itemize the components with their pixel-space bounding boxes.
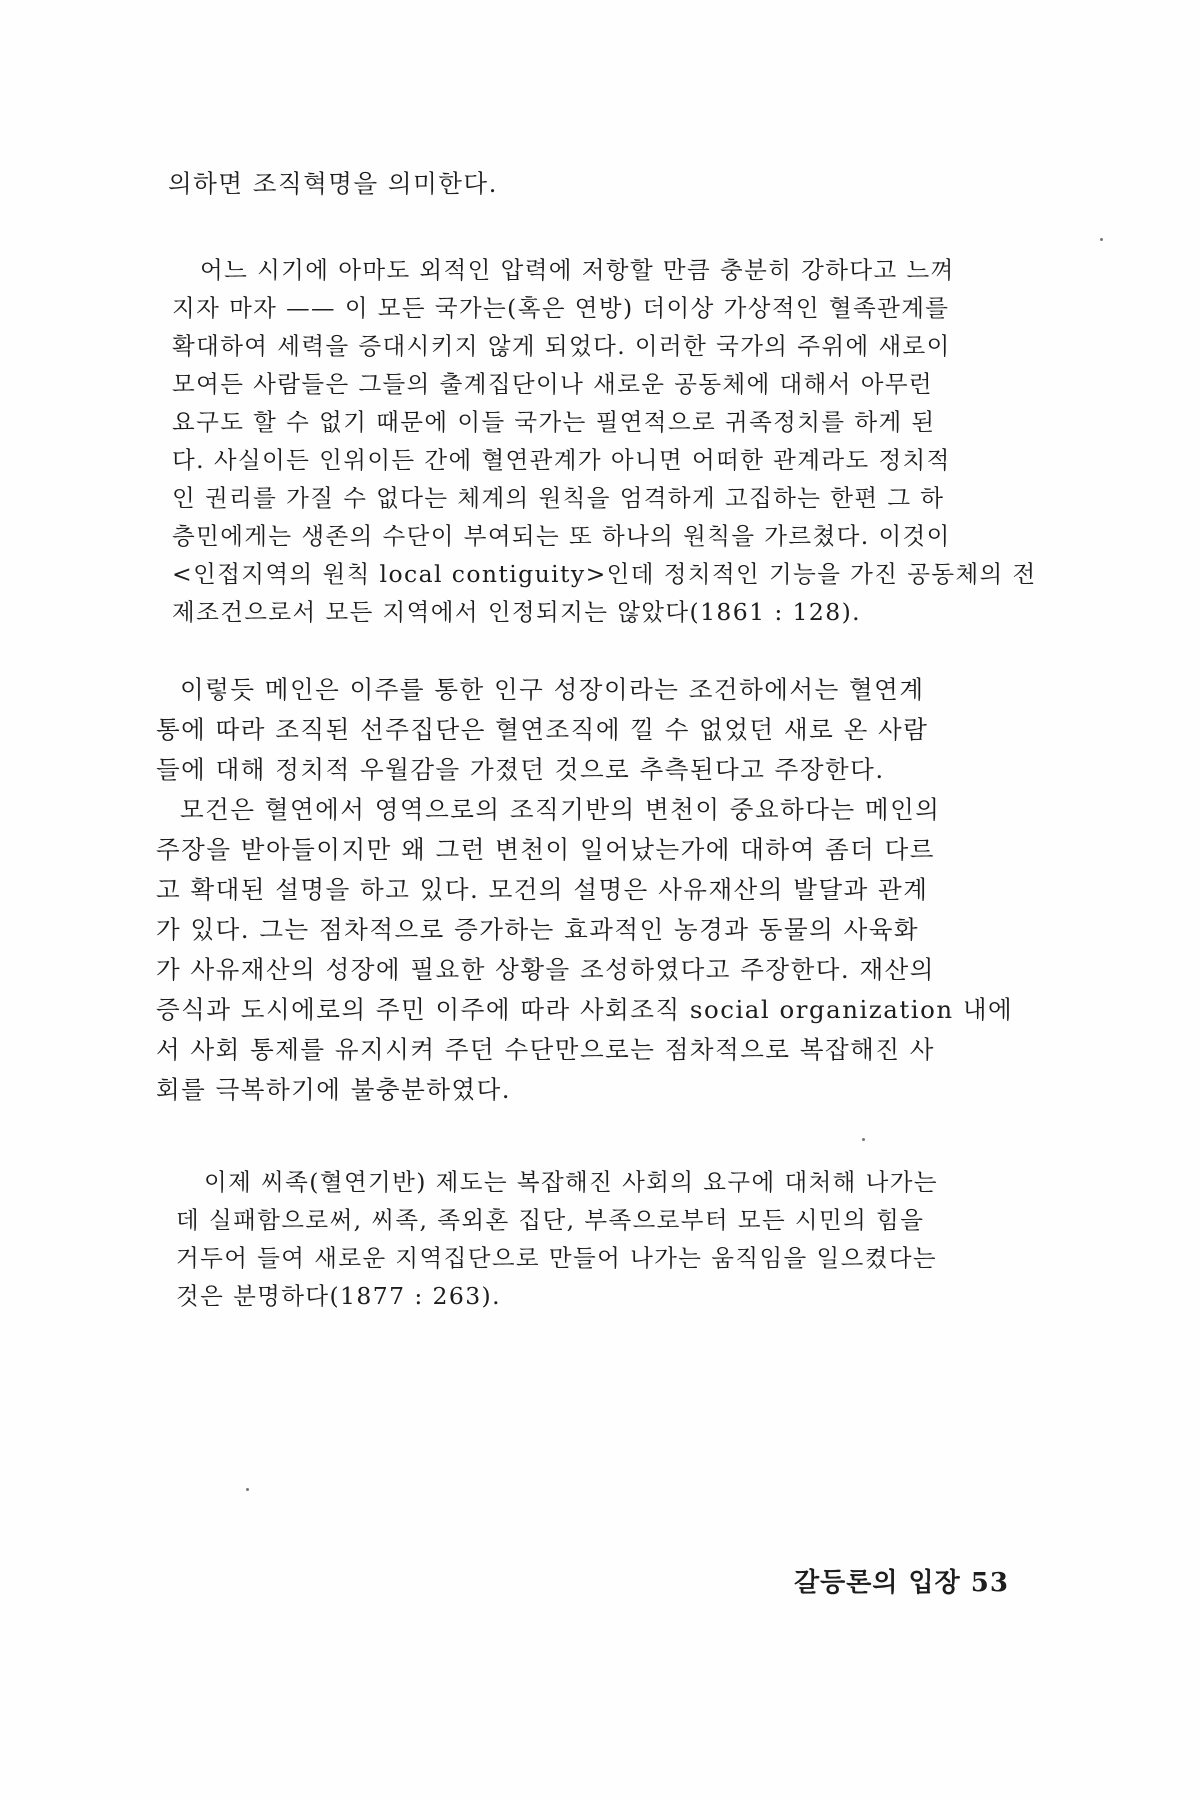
- paragraph-line: 증식과 도시에로의 주민 이주에 따라 사회조직 social organization 내에: [156, 995, 1014, 1024]
- paragraph-line: 모건은 혈연에서 영역으로의 조직기반의 변천이 중요하다는 메인의: [180, 795, 941, 824]
- quote-line: 거두어 들여 새로운 지역집단으로 만들어 나가는 움직임을 일으켰다는: [176, 1244, 938, 1272]
- paragraph-line: 이렇듯 메인은 이주를 통한 인구 성장이라는 조건하에서는 혈연계: [180, 675, 925, 704]
- quote-line: 제조건으로서 모든 지역에서 인정되지는 않았다(1861 : 128).: [172, 598, 862, 626]
- paragraph-line: 회를 극복하기에 불충분하였다.: [156, 1075, 512, 1104]
- paragraph-line: 가 있다. 그는 점차적으로 증가하는 효과적인 농경과 동물의 사육화: [156, 915, 920, 944]
- scan-speck: [246, 1488, 249, 1491]
- paragraph-line: 서 사회 통제를 유지시켜 주던 수단만으로는 점차적으로 복잡해진 사: [156, 1035, 935, 1064]
- quote-line: 층민에게는 생존의 수단이 부여되는 또 하나의 원칙을 가르쳤다. 이것이: [172, 522, 951, 550]
- quote-line: 이제 씨족(혈연기반) 제도는 복잡해진 사회의 요구에 대처해 나가는: [204, 1168, 938, 1196]
- quote-line: 것은 분명하다(1877 : 263).: [176, 1282, 501, 1310]
- quote-line: 데 실패함으로써, 씨족, 족외혼 집단, 부족으로부터 모든 시민의 힘을: [176, 1206, 925, 1234]
- quote-line: <인접지역의 원칙 local contiguity>인데 정치적인 기능을 가진 공동체의 전: [172, 560, 1037, 588]
- intro-line: 의하면 조직혁명을 의미한다.: [168, 169, 498, 198]
- paragraph-line: 고 확대된 설명을 하고 있다. 모건의 설명은 사유재산의 발달과 관계: [156, 875, 929, 904]
- quote-line: 다. 사실이든 인위이든 간에 혈연관계가 아니면 어떠한 관계라도 정치적: [172, 446, 951, 474]
- quote-line: 인 권리를 가질 수 없다는 체계의 원칙을 엄격하게 고집하는 한편 그 하: [172, 484, 945, 512]
- paragraph-line: 가 사유재산의 성장에 필요한 상황을 조성하였다고 주장한다. 재산의: [156, 955, 935, 984]
- quote-line: 어느 시기에 아마도 외적인 압력에 저항할 만큼 충분히 강하다고 느껴: [200, 256, 955, 284]
- scan-speck: [1100, 238, 1103, 241]
- paragraph-line: 들에 대해 정치적 우월감을 가졌던 것으로 추측된다고 주장한다.: [156, 755, 885, 784]
- quote-line: 지자 마자 —— 이 모든 국가는(혹은 연방) 더이상 가상적인 혈족관계를: [172, 294, 950, 322]
- quote-line: 요구도 할 수 없기 때문에 이들 국가는 필연적으로 귀족정치를 하게 된: [172, 408, 936, 436]
- paragraph-line: 주장을 받아들이지만 왜 그런 변천이 일어났는가에 대하여 좀더 다르: [156, 835, 935, 864]
- paragraph-line: 통에 따라 조직된 선주집단은 혈연조직에 낄 수 없었던 새로 온 사람: [156, 715, 929, 744]
- quote-line: 확대하여 세력을 증대시키지 않게 되었다. 이러한 국가의 주위에 새로이: [172, 332, 951, 360]
- quote-line: 모여든 사람들은 그들의 출계집단이나 새로운 공동체에 대해서 아무런: [172, 370, 934, 398]
- scan-speck: [862, 1138, 865, 1141]
- running-head-page-number: 갈등론의 입장 53: [794, 1568, 1009, 1598]
